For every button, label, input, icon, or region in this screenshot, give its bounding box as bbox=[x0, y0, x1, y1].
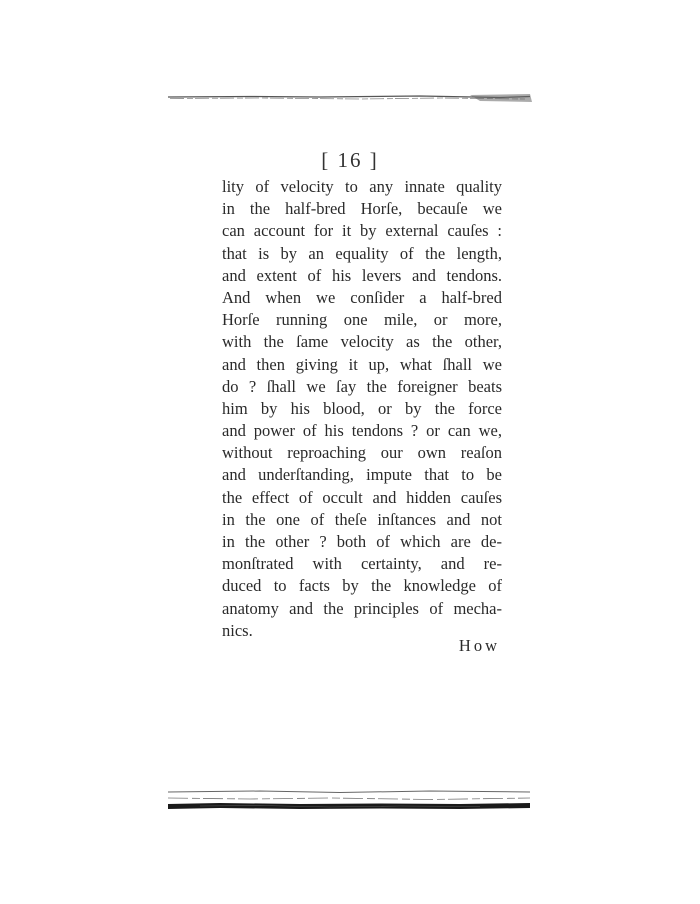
text-line: monſtrated with certainty, and re- bbox=[222, 554, 502, 574]
text-line: the effect of occult and hidden cauſes bbox=[222, 487, 502, 507]
text-line: that is by an equality of the length, bbox=[222, 243, 502, 263]
text-line: lity of velocity to any innate quality bbox=[222, 177, 502, 196]
text-line: without reproaching our own reaſon bbox=[222, 443, 502, 463]
page-number-text: [ 16 ] bbox=[321, 148, 379, 172]
text-line: duced to facts by the knowledge of bbox=[222, 576, 502, 596]
text-line: can account for it by external cauſes : bbox=[222, 221, 502, 241]
bottom-border-rule bbox=[0, 782, 700, 822]
text-line: and then giving it up, what ſhall we bbox=[222, 354, 502, 374]
text-line: and extent of his levers and tendons. bbox=[222, 265, 502, 285]
text-line: with the ſame velocity as the other, bbox=[222, 332, 502, 352]
text-line: and underſtanding, impute that to be bbox=[222, 465, 502, 485]
body-text bbox=[222, 176, 502, 642]
top-border-rule bbox=[0, 88, 700, 108]
text-line: do ? ſhall we ſay the foreigner beats bbox=[222, 376, 502, 396]
text-line: in the other ? both of which are de- bbox=[222, 532, 502, 551]
text-line: and power of his tendons ? or can we, bbox=[222, 421, 502, 441]
text-line: him by his blood, or by the force bbox=[222, 398, 502, 418]
text-line: in the half-bred Horſe, becauſe we bbox=[222, 199, 502, 219]
text-line: And when we conſider a half-bred bbox=[222, 287, 502, 307]
text-line: nics. bbox=[222, 620, 253, 640]
text-line: anatomy and the principles of mecha- bbox=[222, 598, 502, 618]
page-number bbox=[0, 148, 700, 173]
catchword: How bbox=[458, 636, 500, 655]
text-line: in the one of theſe inſtances and not bbox=[222, 509, 502, 529]
text-line: Horſe running one mile, or more, bbox=[222, 310, 502, 330]
